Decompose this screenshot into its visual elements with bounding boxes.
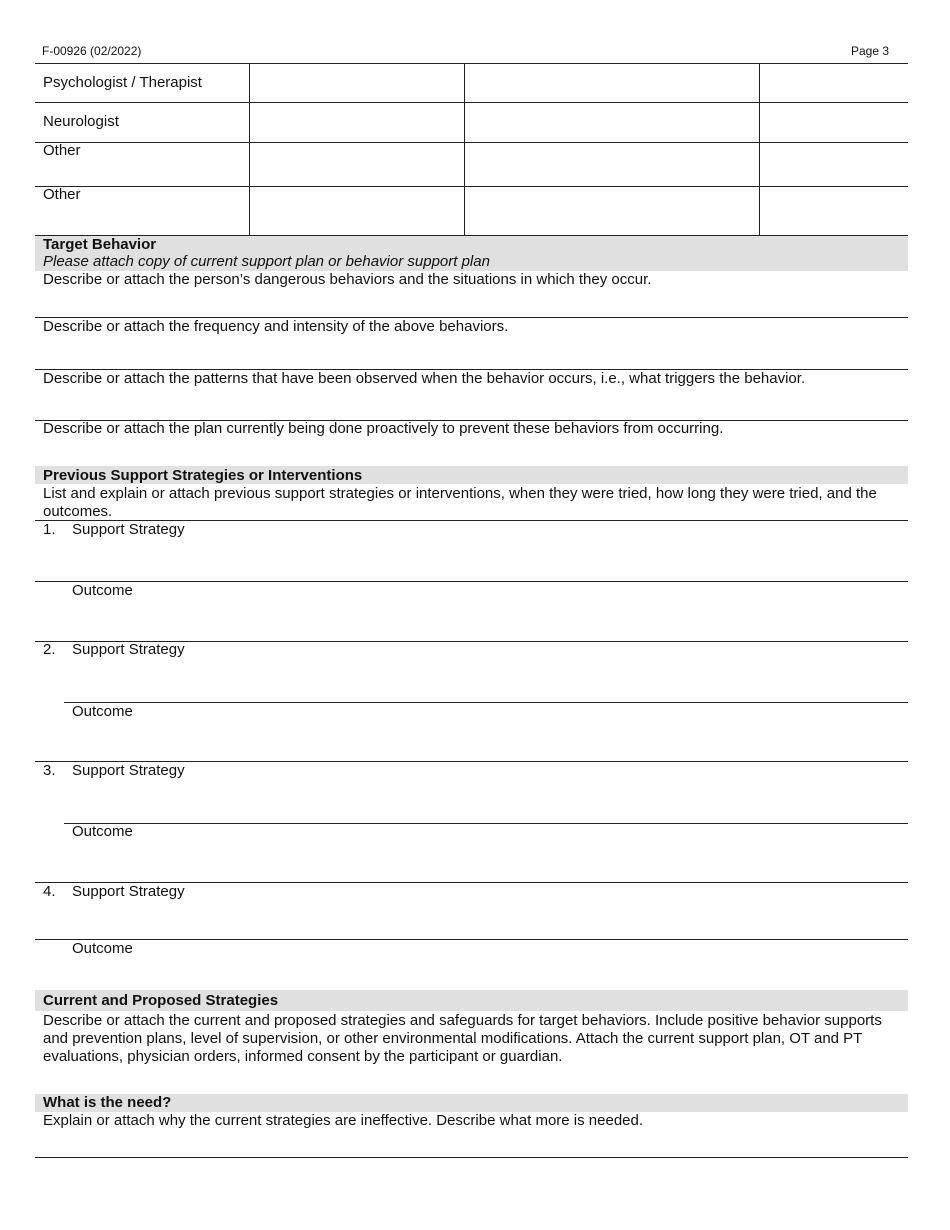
need-field[interactable] — [35, 1131, 908, 1156]
provider-cell-input[interactable] — [250, 187, 463, 235]
strategy-number: 2. — [43, 641, 56, 658]
outcome-label: Outcome — [72, 940, 133, 957]
provider-label-other-2: Other — [43, 186, 81, 203]
target-behavior-heading: Target Behavior — [43, 236, 157, 253]
strategy-number: 3. — [43, 762, 56, 779]
strategy-number: 4. — [43, 883, 56, 900]
provider-cell-input[interactable] — [760, 103, 907, 142]
provider-cell-input[interactable] — [465, 64, 758, 102]
behavior-patterns-field[interactable] — [35, 389, 908, 419]
outcome-label: Outcome — [72, 582, 133, 599]
provider-cell-input[interactable] — [760, 187, 907, 235]
target-behavior-note: Please attach copy of current support plan or behavior support plan — [43, 253, 490, 270]
proactive-plan-field[interactable] — [35, 439, 908, 466]
provider-cell-input[interactable] — [250, 103, 463, 142]
proactive-plan-prompt: Describe or attach the plan currently being done proactively to prevent these behaviors from occurring. — [43, 420, 724, 437]
outcome-field[interactable] — [64, 842, 908, 881]
provider-cell-input[interactable] — [760, 143, 907, 186]
support-strategy-label: Support Strategy — [72, 641, 185, 658]
page-number: Page 3 — [851, 44, 890, 58]
provider-cell-input[interactable] — [250, 143, 463, 186]
frequency-intensity-field[interactable] — [35, 337, 908, 368]
section-rule — [64, 702, 908, 703]
section-rule — [35, 1157, 908, 1158]
support-strategy-field[interactable] — [35, 540, 908, 580]
current-strategies-field[interactable] — [35, 1068, 908, 1094]
need-instructions: Explain or attach why the current strategies are ineffective. Describe what more is needed. — [43, 1112, 644, 1129]
outcome-field[interactable] — [64, 959, 908, 989]
section-rule — [64, 823, 908, 824]
current-strategies-instructions: Describe or attach the current and proposed strategies and safeguards for target behaviors. Include positive behavior supports and prevention plans, level of supervision, or other environmental modifications. Attach the current support plan, OT and PT evaluations, physician orders, informed consent by the participant or guardian. — [43, 1012, 882, 1065]
provider-label-other-1: Other — [43, 142, 81, 159]
section-rule — [35, 939, 908, 940]
previous-strategies-instructions: List and explain or attach previous support strategies or interventions, when they were tried, how long they were tried, and the outcomes. — [43, 485, 877, 520]
frequency-intensity-prompt: Describe or attach the frequency and intensity of the above behaviors. — [43, 318, 509, 335]
provider-cell-input[interactable] — [465, 187, 758, 235]
support-strategy-field[interactable] — [35, 660, 908, 701]
current-strategies-heading: Current and Proposed Strategies — [43, 992, 279, 1009]
support-strategy-field[interactable] — [35, 902, 908, 938]
provider-cell-input[interactable] — [760, 64, 907, 102]
strategy-number: 1. — [43, 521, 56, 538]
provider-cell-input[interactable] — [465, 103, 758, 142]
outcome-label: Outcome — [72, 703, 133, 720]
provider-label-psychologist: Psychologist / Therapist — [43, 74, 202, 91]
need-heading: What is the need? — [43, 1094, 172, 1111]
support-strategy-label: Support Strategy — [72, 762, 185, 779]
support-strategy-label: Support Strategy — [72, 521, 185, 538]
section-rule — [35, 581, 908, 582]
support-strategy-field[interactable] — [35, 781, 908, 822]
outcome-field[interactable] — [64, 722, 908, 760]
provider-cell-input[interactable] — [250, 64, 463, 102]
dangerous-behaviors-prompt: Describe or attach the person’s dangerous behaviors and the situations in which they occur. — [43, 271, 652, 288]
provider-label-neurologist: Neurologist — [43, 113, 119, 130]
form-id: F-00926 (02/2022) — [42, 44, 142, 58]
behavior-patterns-prompt: Describe or attach the patterns that have been observed when the behavior occurs, i.e., what triggers the behavior. — [43, 370, 806, 387]
provider-cell-input[interactable] — [465, 143, 758, 186]
previous-strategies-heading: Previous Support Strategies or Interventions — [43, 467, 363, 484]
outcome-field[interactable] — [64, 601, 908, 640]
support-strategy-label: Support Strategy — [72, 883, 185, 900]
dangerous-behaviors-field[interactable] — [35, 290, 908, 316]
outcome-label: Outcome — [72, 823, 133, 840]
